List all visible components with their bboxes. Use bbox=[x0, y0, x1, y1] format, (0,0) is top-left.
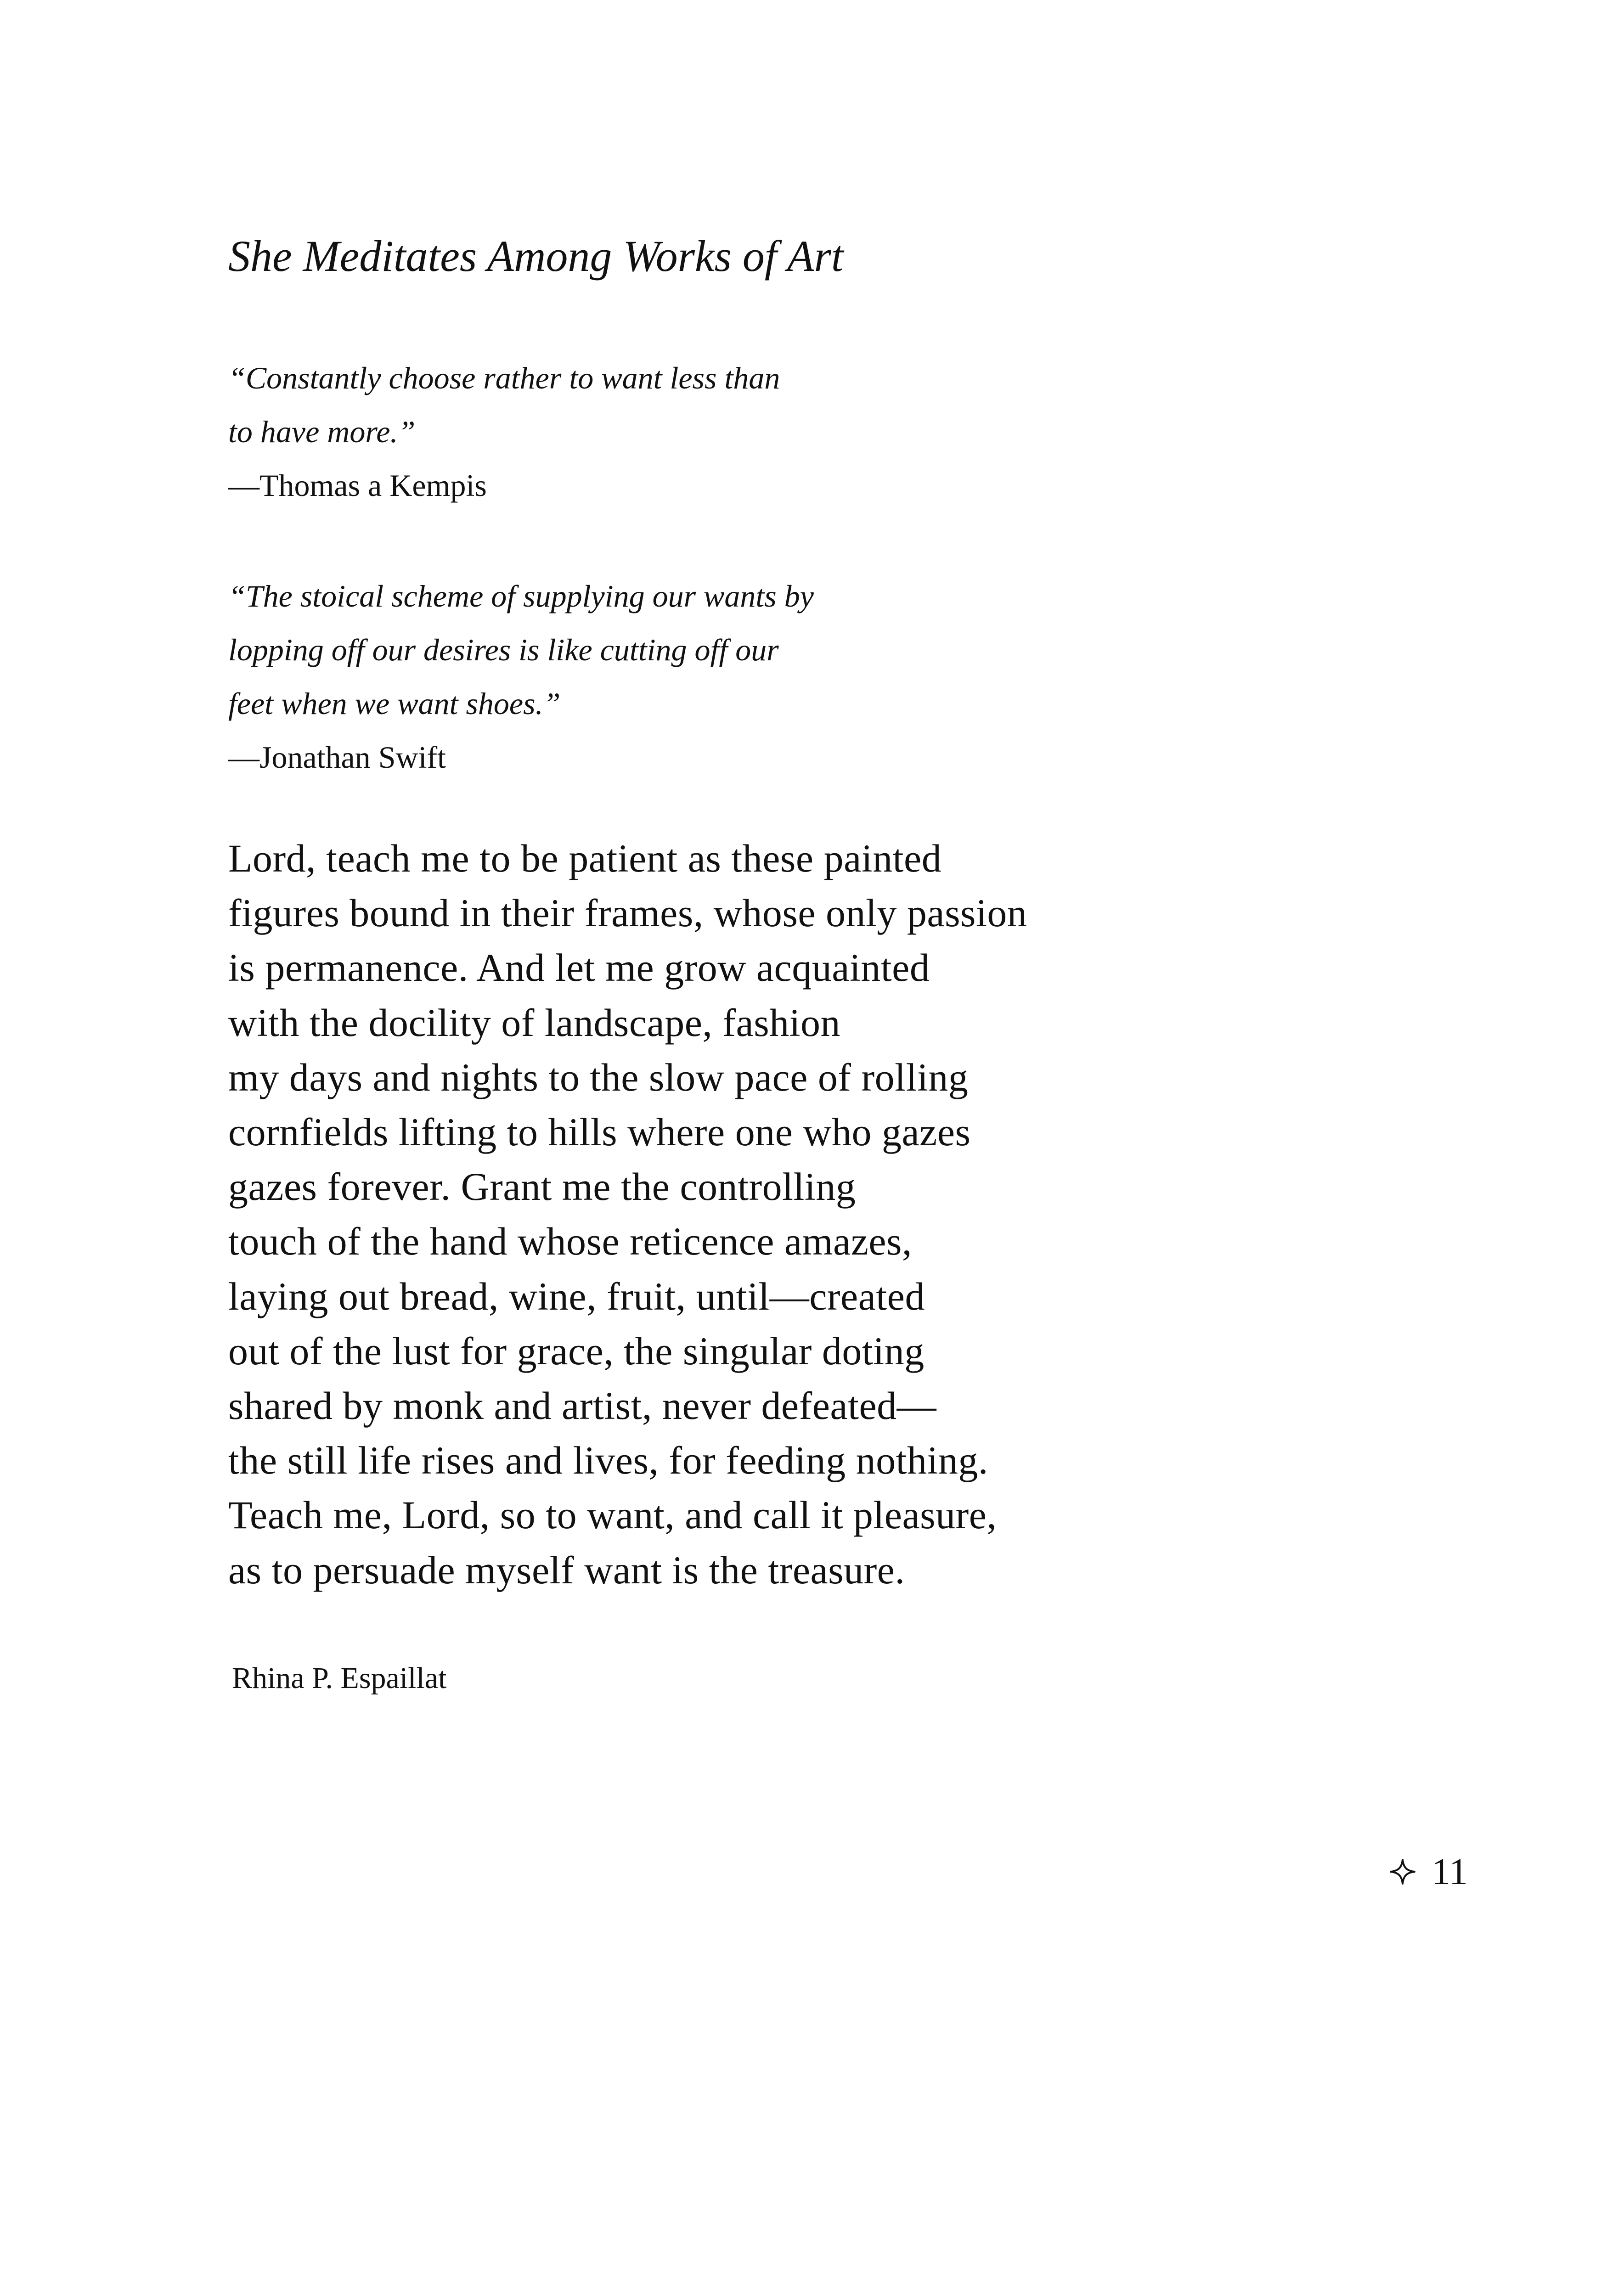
epigraph-line: “The stoical scheme of supplying our wants by bbox=[228, 579, 814, 613]
page-number: 11 bbox=[1432, 1851, 1468, 1892]
poem-line: figures bound in their frames, whose only passion bbox=[228, 891, 1027, 935]
epigraph-line: lopping off our desires is like cutting off our bbox=[228, 632, 779, 667]
poem-line: out of the lust for grace, the singular doting bbox=[228, 1328, 925, 1373]
page-folio bbox=[1389, 1853, 1468, 1891]
poem-line: is permanence. And let me grow acquainted bbox=[228, 945, 930, 990]
epigraph-kempis bbox=[228, 351, 1147, 512]
poem-line: shared by monk and artist, never defeated— bbox=[228, 1384, 937, 1428]
poem-line: Teach me, Lord, so to want, and call it pleasure, bbox=[228, 1493, 997, 1537]
epigraph-swift bbox=[228, 569, 1147, 784]
poem-body bbox=[228, 831, 1560, 1598]
author-name: Rhina P. Espaillat bbox=[232, 1661, 447, 1695]
poem-line: cornfields lifting to hills where one who gazes bbox=[228, 1110, 971, 1154]
epigraph-line: “Constantly choose rather to want less than bbox=[228, 360, 780, 395]
four-point-star-ornament-icon bbox=[1389, 1858, 1416, 1885]
poem-line: with the docility of landscape, fashion bbox=[228, 1000, 841, 1045]
epigraph-attribution: —Thomas a Kempis bbox=[228, 468, 487, 503]
poem-line: gazes forever. Grant me the controlling bbox=[228, 1165, 856, 1209]
poem-line: touch of the hand whose reticence amazes, bbox=[228, 1219, 913, 1264]
epigraph-line: feet when we want shoes.” bbox=[228, 686, 561, 721]
poem-line: Lord, teach me to be patient as these painted bbox=[228, 836, 942, 880]
poem-line: laying out bread, wine, fruit, until—created bbox=[228, 1274, 925, 1318]
epigraph-line: to have more.” bbox=[228, 414, 416, 449]
poem-title: She Meditates Among Works of Art bbox=[228, 231, 844, 281]
poem-line: my days and nights to the slow pace of rolling bbox=[228, 1055, 969, 1099]
poem-line: as to persuade myself want is the treasure. bbox=[228, 1548, 905, 1592]
epigraph-attribution: —Jonathan Swift bbox=[228, 740, 446, 775]
poem-line: the still life rises and lives, for feeding nothing. bbox=[228, 1438, 988, 1483]
